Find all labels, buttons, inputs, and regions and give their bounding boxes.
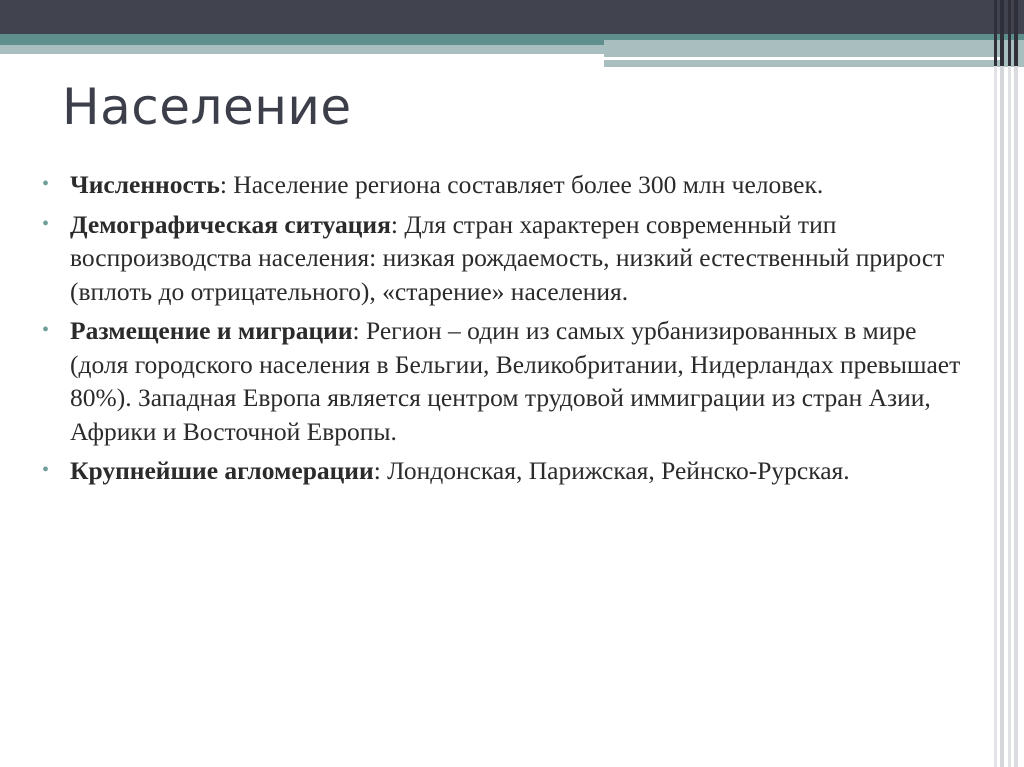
- edge-stripe-dark: [1000, 0, 1004, 66]
- header-bar-dark: [0, 0, 1024, 34]
- bullet-text: : Население региона составляет более 300 млн человек.: [219, 170, 824, 199]
- bullet-heading: Демографическая ситуация: [70, 209, 391, 239]
- edge-stripe: [994, 0, 997, 767]
- bullet-icon: •: [42, 459, 50, 481]
- bullet-heading: Крупнейшие агломерации: [70, 456, 374, 485]
- bullet-icon: •: [42, 173, 50, 195]
- header-step-light: [604, 40, 1024, 67]
- bullet-heading: Численность: [70, 170, 220, 199]
- slide-title: Население: [62, 78, 352, 136]
- bullet-item-population-size: [40, 168, 970, 202]
- bullet-icon: •: [42, 319, 50, 341]
- edge-stripe-dark: [1014, 0, 1018, 66]
- bullet-item-placement-migration: [40, 314, 970, 448]
- bullet-item-demography: [40, 208, 970, 309]
- edge-stripe: [1000, 0, 1004, 767]
- bullet-text: : Для стран характерен современный тип воспроизводства населения: низкая рождаемость, низкий естественный прирост (вплоть до отрицательного), «старение» населения.: [70, 209, 945, 306]
- bullet-icon: •: [42, 212, 50, 235]
- bullet-list: [40, 168, 970, 494]
- bullet-text: : Лондонская, Парижская, Рейнско-Рурская.: [373, 456, 850, 485]
- header-step-line: [604, 57, 1004, 60]
- edge-stripe: [1014, 0, 1018, 767]
- edge-stripe-dark: [1008, 0, 1011, 66]
- edge-stripe-dark: [994, 0, 997, 66]
- edge-stripe: [1008, 0, 1011, 767]
- bullet-item-agglomerations: [40, 454, 970, 488]
- bullet-heading: Размещение и миграции: [70, 316, 353, 345]
- bullet-text: : Регион – один из самых урбанизированных в мире (доля городского населения в Бельгии, Великобритании, Нидерландах превышает 80%). Западная Европа является центром трудовой иммиграции из стран Азии, Африки и Восточной Европы.: [70, 316, 961, 446]
